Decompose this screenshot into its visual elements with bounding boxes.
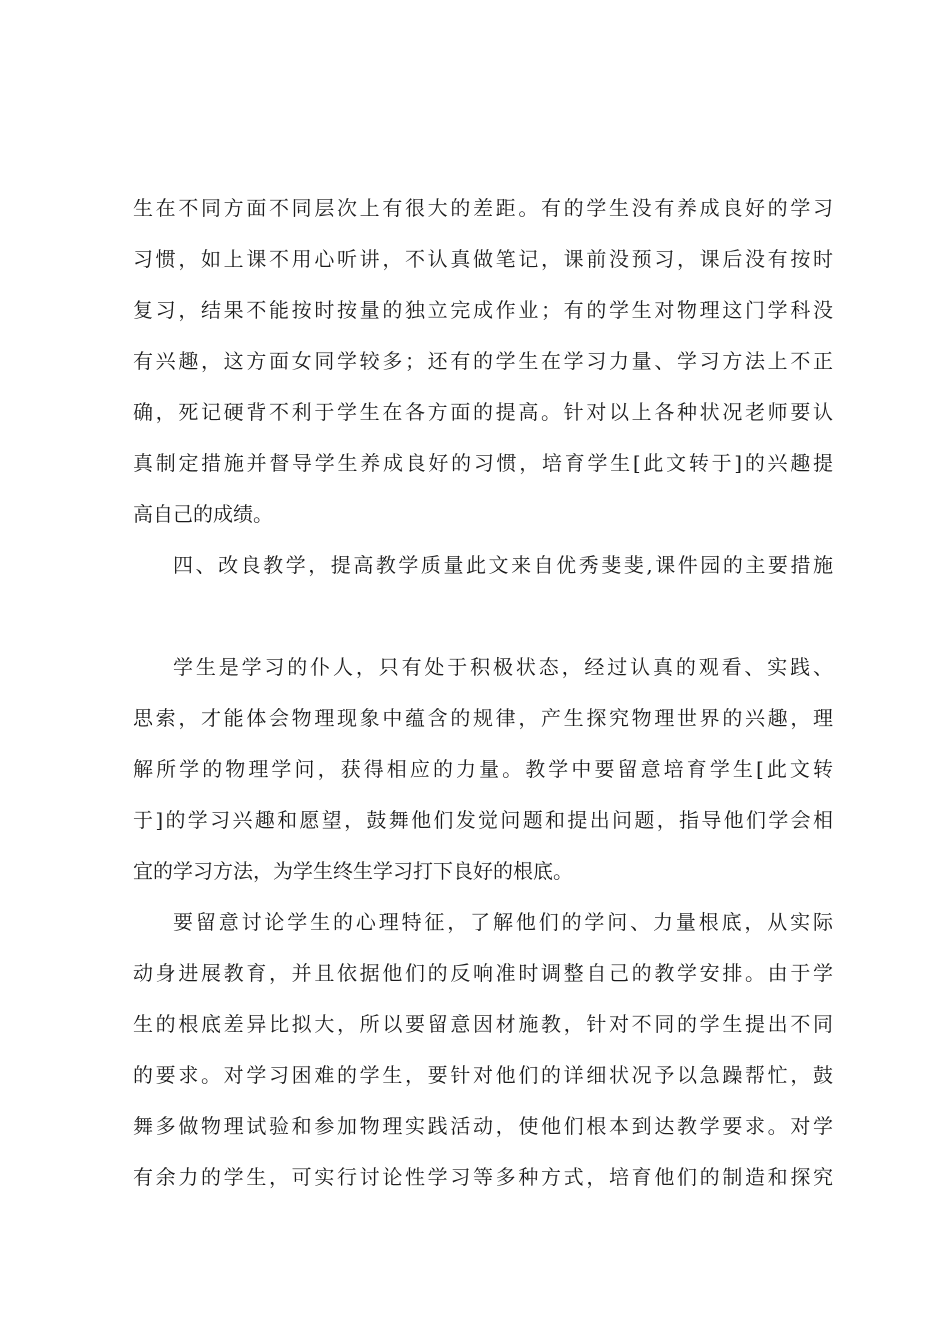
text-line: 生的根底差异比拟大，所以要留意因材施教，针对不同的学生提出不同 [133,1012,833,1036]
section-heading: 四、改良教学，提高教学质量此文来自优秀斐斐,课件园的主要措施 [173,553,833,577]
text-line: 确，死记硬背不利于学生在各方面的提高。针对以上各种状况老师要认 [133,400,833,424]
text-line: 宜的学习方法，为学生终生学习打下良好的根底。 [133,859,573,883]
text-line: 高自己的成绩。 [133,502,273,526]
text-line: 解所学的物理学问，获得相应的力量。教学中要留意培育学生[此文转 [133,757,833,781]
text-line: 于]的学习兴趣和愿望，鼓舞他们发觉问题和提出问题，指导他们学会相 [133,808,833,832]
text-line: 舞多做物理试验和参加物理实践活动，使他们根本到达教学要求。对学 [133,1114,833,1138]
text-line: 有余力的学生，可实行讨论性学习等多种方式，培育他们的制造和探究 [133,1165,833,1189]
text-line: 复习，结果不能按时按量的独立完成作业；有的学生对物理这门学科没 [133,298,833,322]
text-line: 的要求。对学习困难的学生，要针对他们的详细状况予以急躁帮忙，鼓 [133,1063,833,1087]
text-line: 要留意讨论学生的心理特征，了解他们的学问、力量根底，从实际 [173,910,833,934]
text-line: 思索，才能体会物理现象中蕴含的规律，产生探究物理世界的兴趣，理 [133,706,833,730]
text-line: 生在不同方面不同层次上有很大的差距。有的学生没有养成良好的学习 [133,196,833,220]
text-line: 习惯，如上课不用心听讲，不认真做笔记，课前没预习，课后没有按时 [133,247,833,271]
text-line: 真制定措施并督导学生养成良好的习惯，培育学生[此文转于]的兴趣提 [133,451,833,475]
text-line: 学生是学习的仆人，只有处于积极状态，经过认真的观看、实践、 [173,655,833,679]
text-line: 动身进展教育，并且依据他们的反响准时调整自己的教学安排。由于学 [133,961,833,985]
text-line: 有兴趣，这方面女同学较多；还有的学生在学习力量、学习方法上不正 [133,349,833,373]
